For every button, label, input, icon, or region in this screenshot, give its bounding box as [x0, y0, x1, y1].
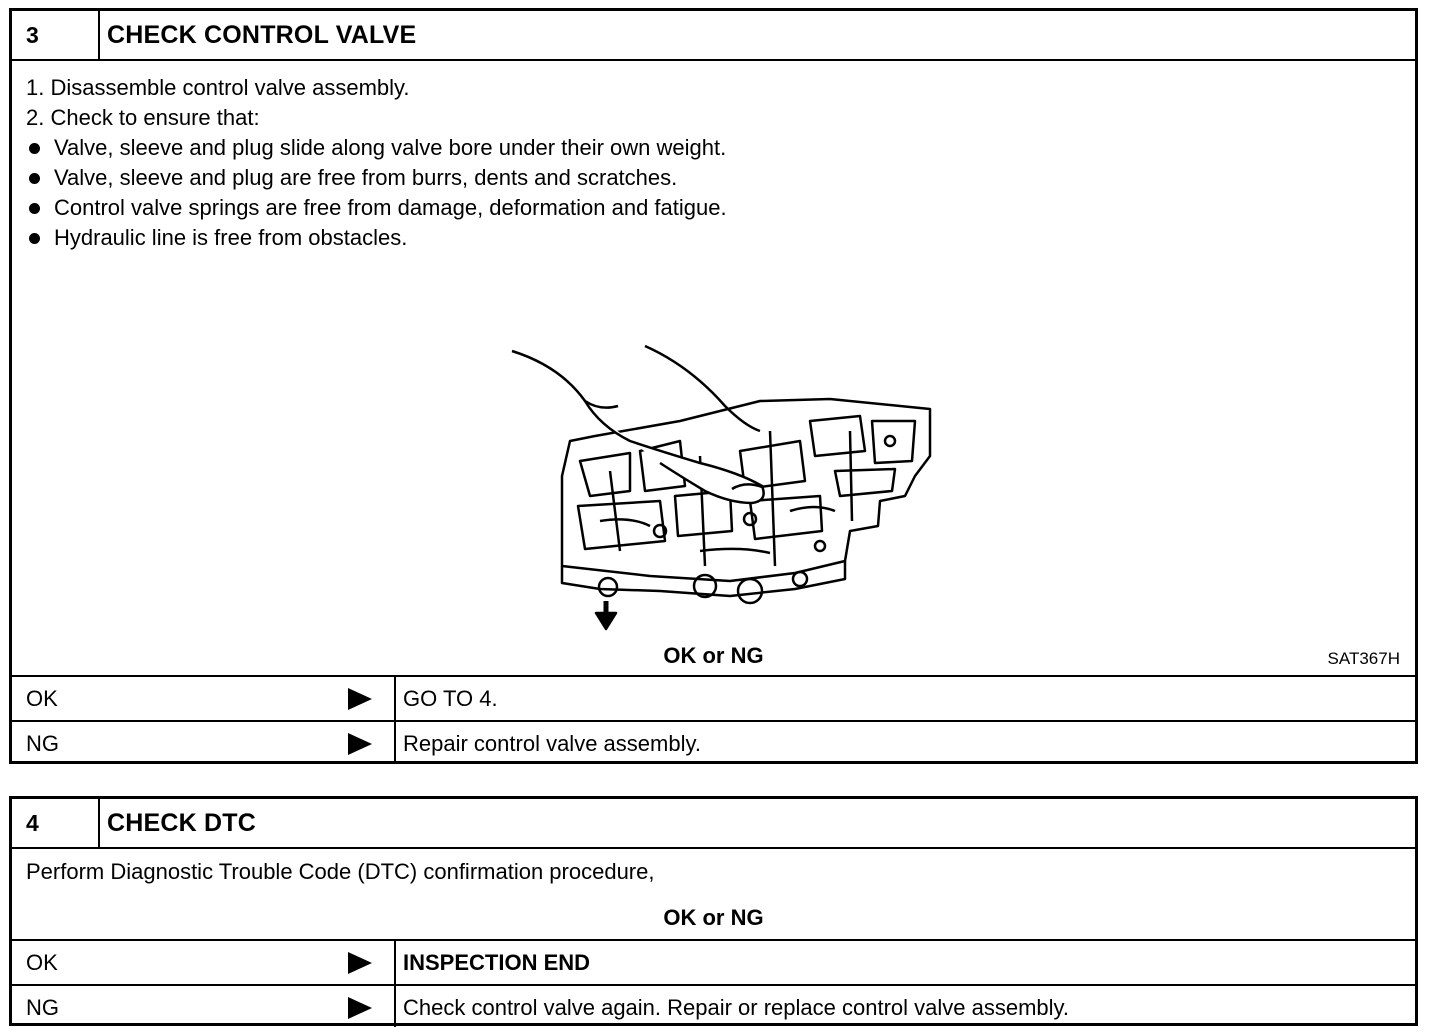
- step-number: 3: [12, 11, 100, 59]
- result-action: INSPECTION END: [403, 950, 591, 975]
- result-action: Repair control valve assembly.: [403, 731, 701, 756]
- step-3-body: [12, 61, 1415, 677]
- result-label: NG: [26, 731, 59, 756]
- check-bullet: Valve, sleeve and plug slide along valve bore under their own weight.: [26, 133, 727, 163]
- instruction-list: [26, 73, 727, 253]
- instruction-item: 1. Disassemble control valve assembly.: [26, 75, 410, 100]
- result-row-ok: [12, 677, 1415, 720]
- result-label: OK: [26, 686, 58, 711]
- ok-or-ng-heading: OK or NG: [663, 905, 764, 930]
- step-title: CHECK CONTROL VALVE: [107, 21, 417, 49]
- result-row-ok: [12, 941, 1415, 984]
- figure-code: SAT367H: [1327, 649, 1400, 668]
- check-bullet: Valve, sleeve and plug are free from burrs, dents and scratches.: [26, 163, 727, 193]
- result-action: Check control valve again. Repair or replace control valve assembly.: [403, 995, 1070, 1020]
- result-action: GO TO 4.: [403, 686, 498, 711]
- check-bullet: Control valve springs are free from damage, deformation and fatigue.: [26, 193, 727, 223]
- ok-or-ng-heading: OK or NG: [663, 643, 764, 668]
- result-row-ng: [12, 720, 1415, 763]
- check-bullet: Hydraulic line is free from obstacles.: [26, 223, 727, 253]
- right-triangle-arrow-icon: [348, 997, 372, 1019]
- result-label: NG: [26, 995, 59, 1020]
- step-4-block: [9, 796, 1418, 1026]
- step-number: 4: [12, 799, 100, 847]
- result-row-ng: [12, 984, 1415, 1027]
- procedure-text: Perform Diagnostic Trouble Code (DTC) confirmation procedure,: [26, 859, 655, 884]
- step-3-block: [9, 8, 1418, 764]
- step-title: CHECK DTC: [107, 809, 257, 837]
- result-label: OK: [26, 950, 58, 975]
- step-4-header: [12, 799, 1415, 849]
- right-triangle-arrow-icon: [348, 688, 372, 710]
- right-triangle-arrow-icon: [348, 733, 372, 755]
- instruction-item: 2. Check to ensure that:: [26, 105, 260, 130]
- step-4-body: [12, 849, 1415, 941]
- control-valve-illustration: [500, 291, 940, 631]
- step-3-header: [12, 11, 1415, 61]
- right-triangle-arrow-icon: [348, 952, 372, 974]
